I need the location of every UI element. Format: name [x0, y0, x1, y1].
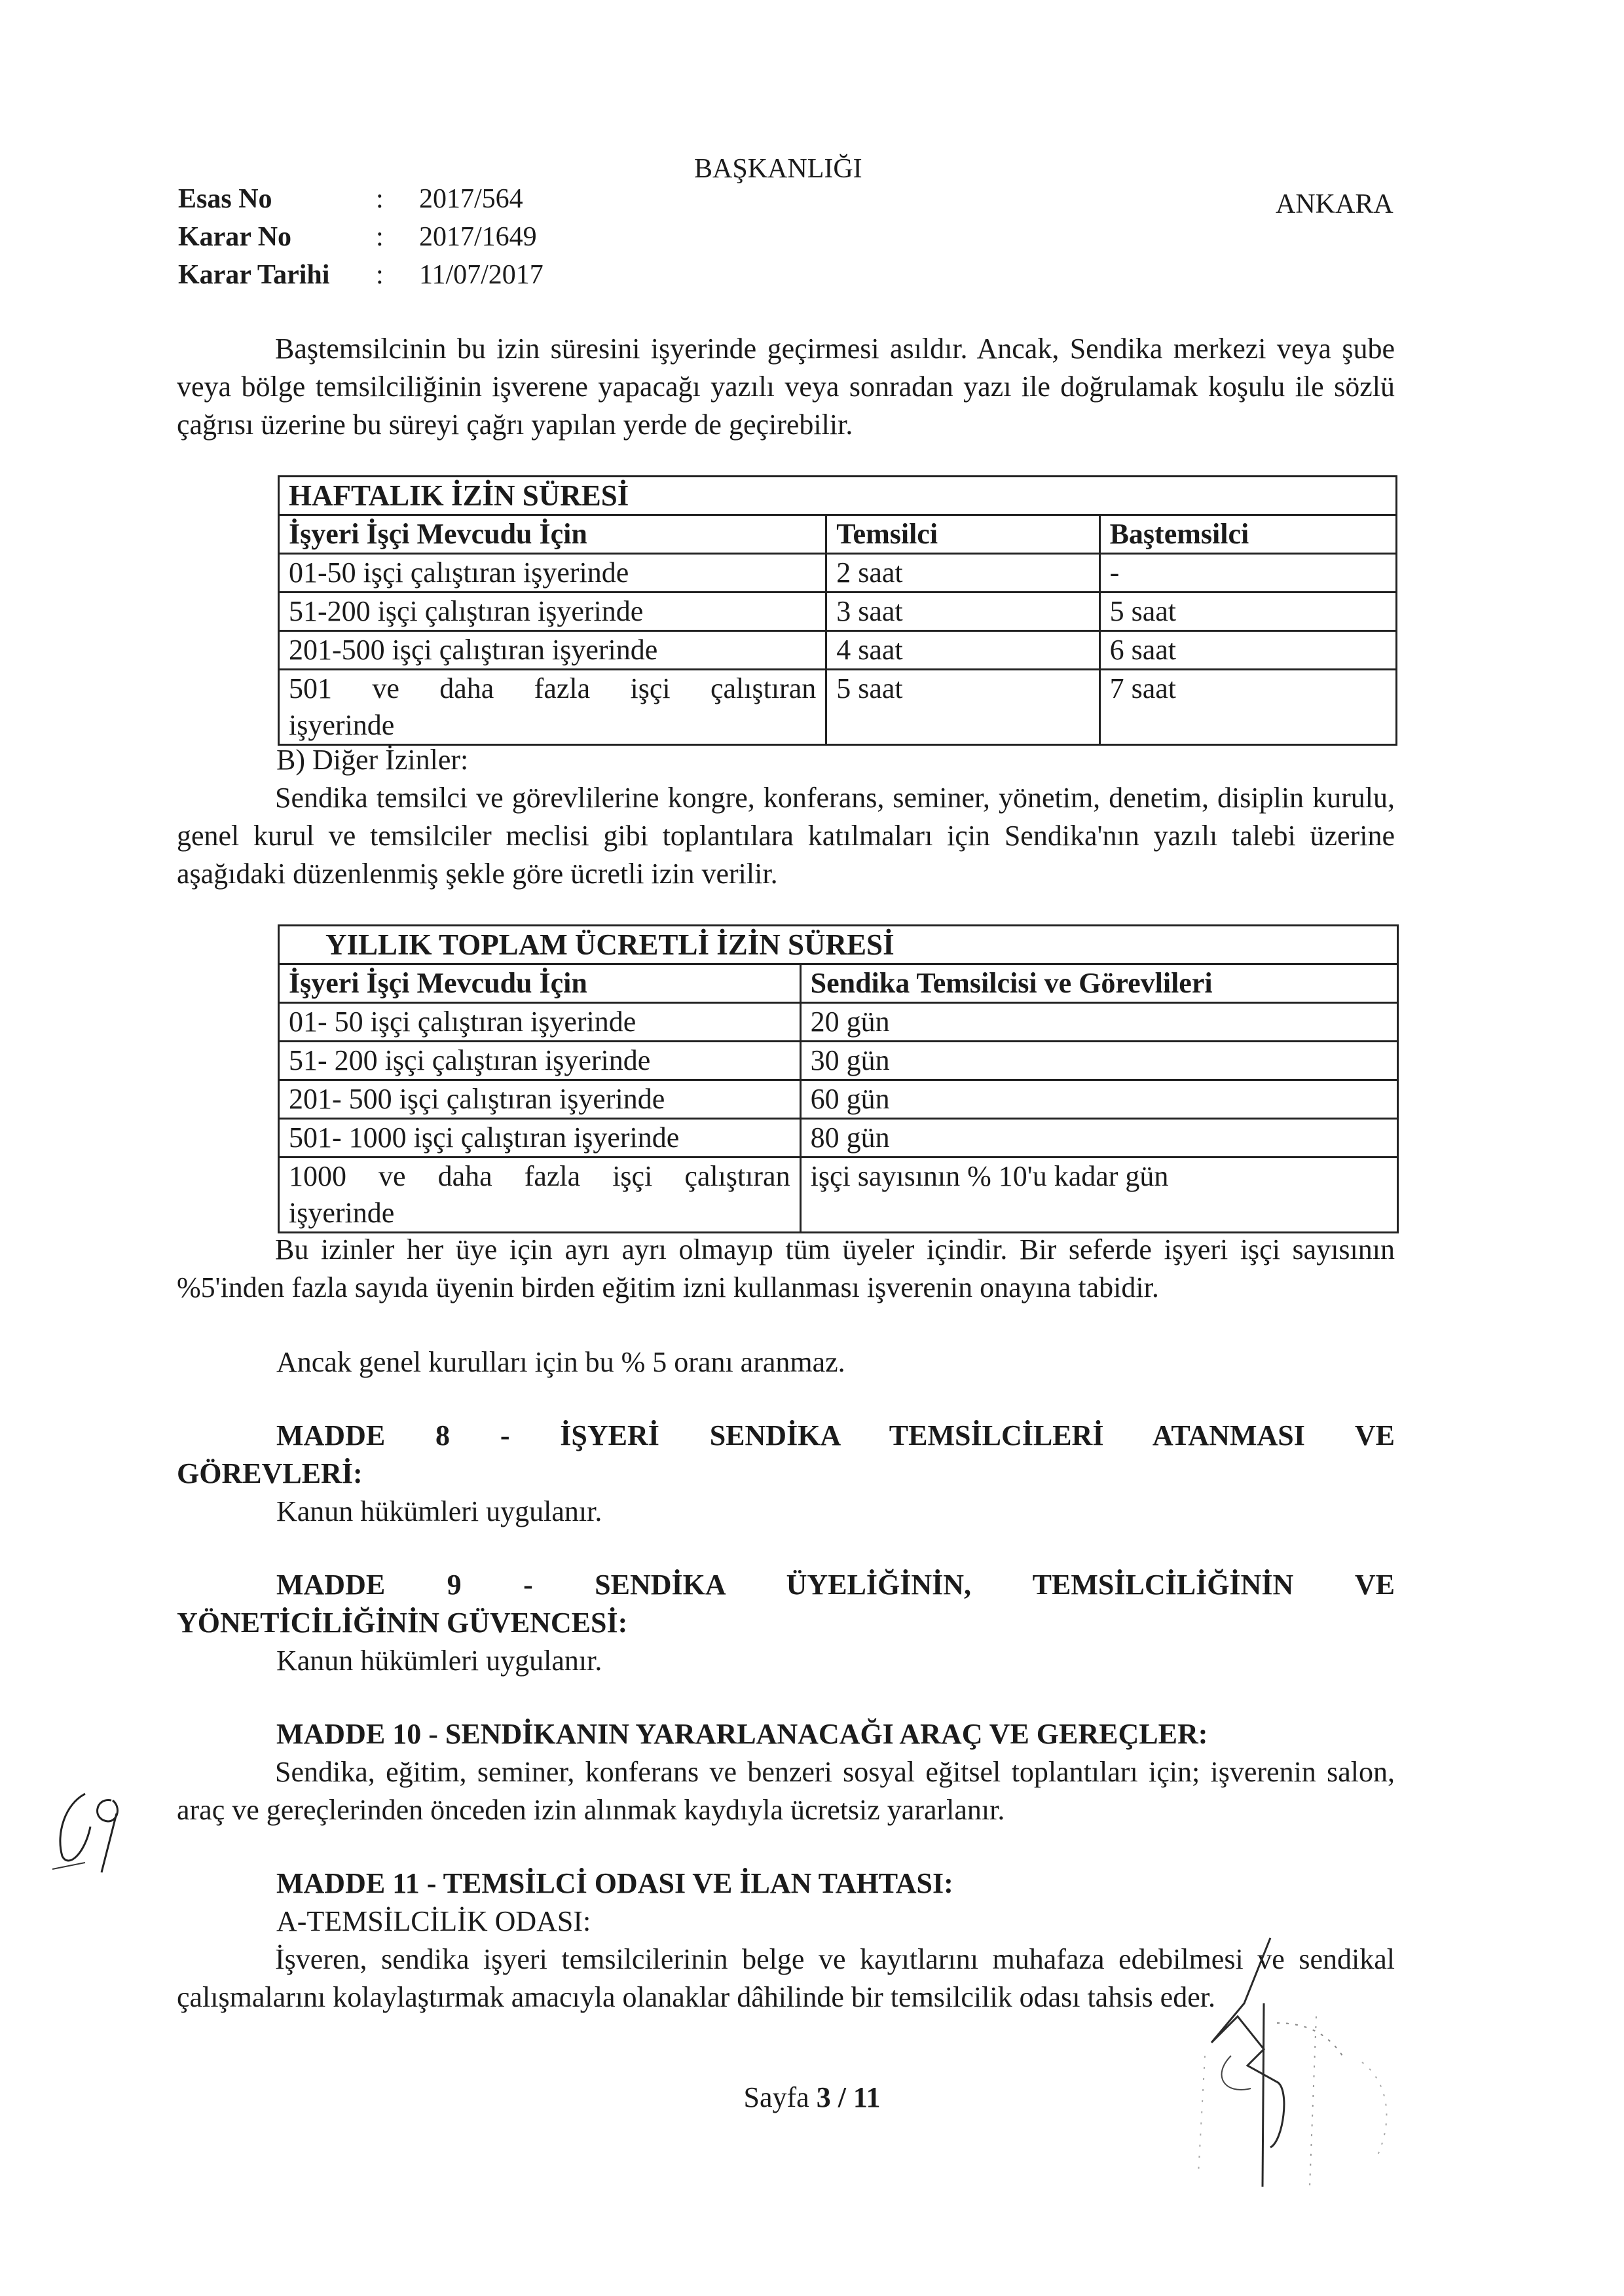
cell-line: işyerinde	[289, 1197, 395, 1229]
meta-label: Karar No	[178, 222, 292, 252]
table-cell: 2 saat	[826, 554, 1099, 592]
note-text: Ancak genel kurulları için bu % 5 oranı aranmaz.	[276, 1346, 845, 1378]
page-number-total: 11	[853, 2081, 881, 2113]
cell-line: 1000 ve daha fazla işçi çalıştıran	[289, 1160, 790, 1192]
signature	[1113, 1925, 1414, 2213]
table-cell: -	[1099, 554, 1396, 592]
meta-separator: :	[376, 260, 384, 290]
cell-line: 501 ve daha fazla işçi çalıştıran	[289, 672, 817, 704]
meta-separator: :	[376, 184, 384, 214]
table-row	[279, 554, 1397, 592]
madde-9-text: Kanun hükümleri uygulanır.	[276, 1645, 602, 1677]
table-cell: 201- 500 işçi çalıştıran işyerinde	[279, 1080, 801, 1119]
madde-title-line: MADDE 11 - TEMSİLCİ ODASI VE İLAN TAHTASI:	[276, 1867, 953, 1899]
table-header-row	[279, 515, 1397, 554]
madde-10-text: Sendika, eğitim, seminer, konferans ve benzeri sosyal eğitsel toplantıları için; işverenin salon, araç ve gereçlerinden önceden izin alınmak kaydıyla ücretsiz yararlanır.	[177, 1756, 1395, 1826]
table-cell	[279, 670, 826, 745]
page-number-separator: /	[830, 2081, 853, 2113]
meta-label: Karar Tarihi	[178, 260, 330, 290]
meta-label: Esas No	[178, 184, 272, 214]
table-row	[279, 592, 1397, 631]
section-b-text: Sendika temsilci ve görevlilerine kongre, konferans, seminer, yönetim, denetim, disiplin kurulu, genel kurul ve temsilciler meclisi gibi toplantılara katılmaları için Sendika'nın yazılı talebi üzerine aşağıdaki düzenlenmiş şekle göre ücretli izin verilir.	[177, 782, 1395, 890]
table-cell: 3 saat	[826, 592, 1099, 631]
madde-8-text: Kanun hükümleri uygulanır.	[276, 1495, 602, 1527]
handwritten-margin-note	[39, 1781, 144, 1879]
table-cell: 60 gün	[800, 1080, 1397, 1119]
madde-11-title	[177, 1865, 1395, 1903]
meta-value: 2017/1649	[419, 222, 537, 252]
column-header: Sendika Temsilcisi ve Görevlileri	[800, 964, 1397, 1003]
column-header: Temsilci	[826, 515, 1099, 554]
table-cell: 5 saat	[1099, 592, 1396, 631]
madde-9-title	[177, 1566, 1395, 1642]
meta-value: 11/07/2017	[419, 260, 544, 290]
table-cell: 80 gün	[800, 1119, 1397, 1157]
table-row	[279, 1042, 1398, 1080]
table-row	[279, 1119, 1398, 1157]
madde-11-text: İşveren, sendika işyeri temsilcilerinin belge ve kayıtlarını muhafaza edebilmesi ve sendikal çalışmalarını kolaylaştırmak amacıyla olanaklar dâhilinde bir temsilcilik odası tahsis eder.	[177, 1943, 1395, 2013]
table-cell: 4 saat	[826, 631, 1099, 670]
table-cell: 201-500 işçi çalıştıran işyerinde	[279, 631, 826, 670]
madde-title-line: GÖREVLERİ:	[177, 1457, 363, 1489]
madde-11-subheading: A-TEMSİLCİLİK ODASI:	[276, 1905, 591, 1937]
table-cell: 01-50 işçi çalıştıran işyerinde	[279, 554, 826, 592]
weekly-leave-table	[278, 475, 1397, 746]
column-header: Baştemsilci	[1099, 515, 1396, 554]
section-b-paragraph	[177, 779, 1395, 893]
madde-8-title	[177, 1417, 1395, 1493]
table-cell: 501- 1000 işçi çalıştıran işyerinde	[279, 1119, 801, 1157]
table-title: HAFTALIK İZİN SÜRESİ	[279, 477, 1397, 515]
intro-text: Baştemsilcinin bu izin süresini işyerinde geçirmesi asıldır. Ancak, Sendika merkezi veya şube veya bölge temsilciliğinin işverene yapacağı yazılı veya sonradan yazı ile doğrulamak koşulu ile sözlü çağrısı üzerine bu süreyi çağrı yapılan yerde de geçirebilir.	[177, 333, 1395, 441]
table-cell: 20 gün	[800, 1003, 1397, 1042]
madde-title-line: MADDE 10 - SENDİKANIN YARARLANACAĞI ARAÇ VE GEREÇLER:	[276, 1718, 1208, 1750]
table-cell: 51- 200 işçi çalıştıran işyerinde	[279, 1042, 801, 1080]
table-row	[279, 670, 1397, 745]
madde-title-line: MADDE 8 - İŞYERİ SENDİKA TEMSİLCİLERİ ATANMASI VE	[276, 1419, 1395, 1451]
table-cell: 7 saat	[1099, 670, 1396, 745]
madde-10-paragraph	[177, 1753, 1395, 1829]
table-cell: 5 saat	[826, 670, 1099, 745]
intro-paragraph	[177, 330, 1395, 444]
table-cell: 51-200 işçi çalıştıran işyerinde	[279, 592, 826, 631]
table-cell: 6 saat	[1099, 631, 1396, 670]
table-row	[279, 631, 1397, 670]
page-title: BAŞKANLIĞI	[694, 154, 862, 184]
meta-separator: :	[376, 222, 384, 252]
table-cell: 01- 50 işçi çalıştıran işyerinde	[279, 1003, 801, 1042]
madde-title-line: YÖNETİCİLİĞİNİN GÜVENCESİ:	[177, 1607, 628, 1639]
column-header: İşyeri İşçi Mevcudu İçin	[279, 515, 826, 554]
meta-value: 2017/564	[419, 184, 523, 214]
table-row	[279, 1157, 1398, 1233]
table-row	[279, 1080, 1398, 1119]
table-header-row	[279, 964, 1398, 1003]
annual-leave-table	[278, 924, 1399, 1233]
after-table-text: Bu izinler her üye için ayrı ayrı olmayıp tüm üyeler içindir. Bir seferde işyeri işçi sayısının %5'inden fazla sayıda üyenin birden eğitim izni kullanması işverenin onayına tabidir.	[177, 1233, 1395, 1303]
column-header: İşyeri İşçi Mevcudu İçin	[279, 964, 801, 1003]
city-label: ANKARA	[1276, 189, 1393, 219]
page-number-prefix: Sayfa	[743, 2081, 817, 2113]
table-title: YILLIK TOPLAM ÜCRETLİ İZİN SÜRESİ	[279, 926, 1398, 964]
table-cell	[279, 1157, 801, 1233]
page-number-current: 3	[816, 2081, 831, 2113]
madde-title-line: MADDE 9 - SENDİKA ÜYELİĞİNİN, TEMSİLCİLİĞİNİN VE	[276, 1569, 1395, 1601]
madde-10-title	[177, 1715, 1395, 1753]
after-table-paragraph	[177, 1231, 1395, 1307]
cell-line: işyerinde	[289, 709, 395, 741]
table-cell: işçi sayısının % 10'u kadar gün	[800, 1157, 1397, 1233]
table-row	[279, 1003, 1398, 1042]
table-cell: 30 gün	[800, 1042, 1397, 1080]
section-b-heading: B) Diğer İzinler:	[276, 744, 469, 776]
